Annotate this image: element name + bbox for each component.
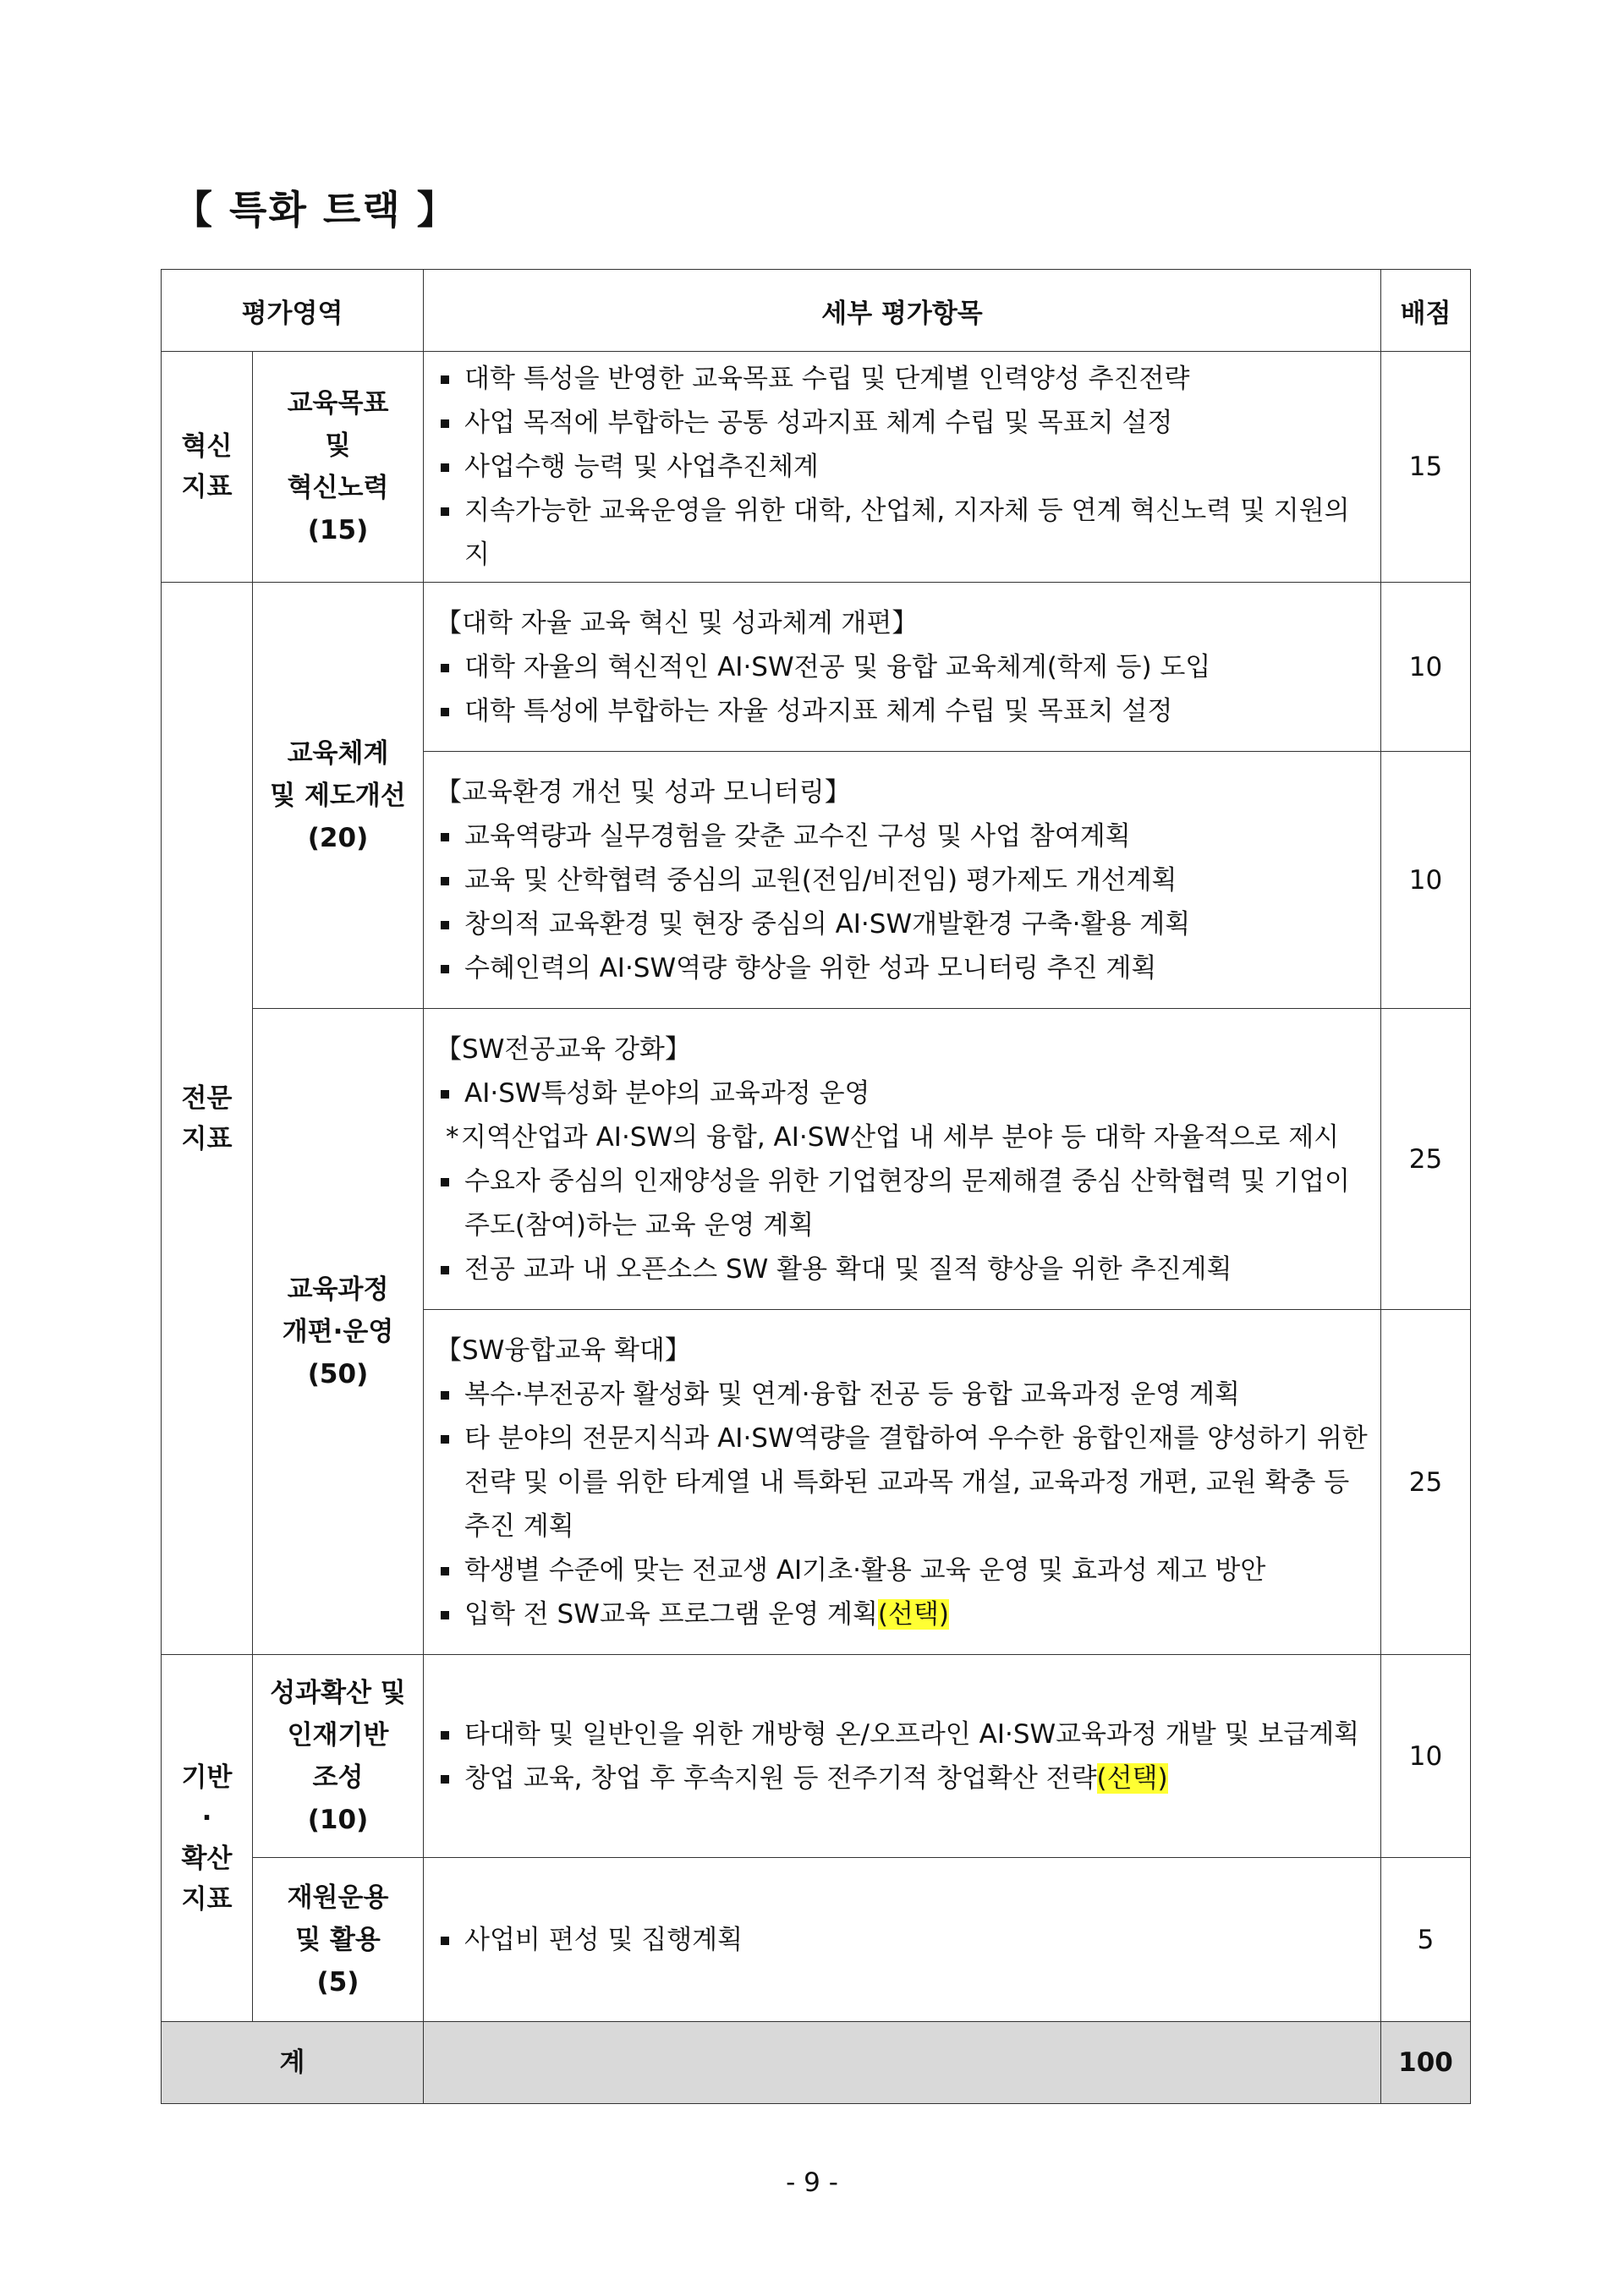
- optional-tag: (선택): [1096, 1762, 1168, 1794]
- area-system: 교육체계 및 제도개선 (20): [253, 583, 424, 1009]
- evaluation-table: [161, 269, 1471, 2104]
- list-item: 대학 특성에 부합하는 자율 성과지표 체계 수립 및 목표치 설정: [436, 689, 1370, 733]
- list-item: 사업비 편성 및 집행계획: [436, 1918, 1370, 1962]
- items-finance: [424, 1858, 1381, 2022]
- list-item: 교육역량과 실무경험을 갖춘 교수진 구성 및 사업 참여계획: [436, 814, 1370, 858]
- points-system-environment: 10: [1381, 752, 1471, 1009]
- list-item: [436, 1756, 1370, 1800]
- area-finance: 재원운용 및 활용 (5): [253, 1858, 424, 2022]
- area-spread: 성과확산 및 인재기반 조성 (10): [253, 1655, 424, 1858]
- category-expert: 전문 지표: [162, 583, 253, 1655]
- list-item: 수혜인력의 AI·SW역량 향상을 위한 성과 모니터링 추진 계획: [436, 946, 1370, 990]
- category-innovation: 혁신 지표: [162, 352, 253, 583]
- items-system-environment: [424, 752, 1381, 1009]
- foundation-spread-row: [162, 1655, 1471, 1858]
- list-item: 복수·부전공자 활성화 및 연계·융합 전공 등 융합 교육과정 운영 계획: [436, 1373, 1370, 1417]
- total-empty: [424, 2022, 1381, 2104]
- list-item: 전공 교과 내 오픈소스 SW 활용 확대 및 질적 향상을 위한 추진계획: [436, 1247, 1370, 1291]
- points-spread: 10: [1381, 1655, 1471, 1858]
- items-sw-major: [424, 1009, 1381, 1310]
- page-title: 【 특화 트랙 】: [173, 187, 458, 233]
- list-item: 지속가능한 교육운영을 위한 대학, 산업체, 지자체 등 연계 혁신노력 및 지원의지: [436, 489, 1370, 577]
- points-sw-major: 25: [1381, 1009, 1471, 1310]
- header-points: 배점: [1381, 270, 1471, 352]
- items-spread: [424, 1655, 1381, 1858]
- foundation-finance-row: [162, 1858, 1471, 2022]
- category-foundation: 기반 · 확산 지표: [162, 1655, 253, 2022]
- list-item: 대학 자율의 혁신적인 AI·SW전공 및 융합 교육체계(학제 등) 도입: [436, 645, 1370, 689]
- list-item: 타대학 및 일반인을 위한 개방형 온/오프라인 AI·SW교육과정 개발 및 보급계획: [436, 1712, 1370, 1756]
- list-item: 교육 및 산학협력 중심의 교원(전임/비전임) 평가제도 개선계획: [436, 858, 1370, 902]
- header-items: 세부 평가항목: [424, 270, 1381, 352]
- list-item: AI·SW특성화 분야의 교육과정 운영: [436, 1071, 1370, 1115]
- area-goals: 교육목표 및 혁신노력 (15): [253, 352, 424, 583]
- points-goals: 15: [1381, 352, 1471, 583]
- points-system-innovation: 10: [1381, 583, 1471, 752]
- list-item: 대학 특성을 반영한 교육목표 수립 및 단계별 인력양성 추진전략: [436, 357, 1370, 401]
- expert-system-row-1: [162, 583, 1471, 752]
- list-item: 수요자 중심의 인재양성을 위한 기업현장의 문제해결 중심 산학협력 및 기업이 주도(참여)하는 교육 운영 계획: [436, 1159, 1370, 1247]
- list-item: 사업수행 능력 및 사업추진체계: [436, 445, 1370, 489]
- list-item: 창의적 교육환경 및 현장 중심의 AI·SW개발환경 구축·활용 계획: [436, 902, 1370, 946]
- item-text: 입학 전 SW교육 프로그램 운영 계획: [464, 1598, 878, 1630]
- header-area: 평가영역: [162, 270, 424, 352]
- points-sw-convergence: 25: [1381, 1310, 1471, 1655]
- innovation-row: [162, 352, 1471, 583]
- list-item: 사업 목적에 부합하는 공통 성과지표 체계 수립 및 목표치 설정: [436, 401, 1370, 445]
- total-row: [162, 2022, 1471, 2104]
- list-item: 타 분야의 전문지식과 AI·SW역량을 결합하여 우수한 융합인재를 양성하기 위한 전략 및 이를 위한 타계열 내 특화된 교과목 개설, 교육과정 개편, 교원 확충 등 추진 계획: [436, 1417, 1370, 1548]
- area-curriculum: 교육과정 개편·운영 (50): [253, 1009, 424, 1655]
- list-item: [436, 1592, 1370, 1636]
- page-number: - 9 -: [786, 2167, 838, 2198]
- note-text: 지역산업과 AI·SW의 융합, AI·SW산업 내 세부 분야 등 대학 자율적으로 제시: [461, 1121, 1340, 1153]
- total-points: 100: [1381, 2022, 1471, 2104]
- section-title: 【SW융합교육 확대】: [436, 1334, 691, 1366]
- list-item: 학생별 수준에 맞는 전교생 AI기초·활용 교육 운영 및 효과성 제고 방안: [436, 1548, 1370, 1592]
- note-item: [436, 1115, 1370, 1159]
- items-goals: [424, 352, 1381, 583]
- items-sw-convergence: [424, 1310, 1381, 1655]
- section-title: 【SW전공교육 강화】: [436, 1033, 691, 1065]
- items-system-innovation: [424, 583, 1381, 752]
- note-mark: *: [446, 1121, 459, 1153]
- optional-tag: (선택): [877, 1598, 950, 1630]
- points-finance: 5: [1381, 1858, 1471, 2022]
- section-title: 【교육환경 개선 및 성과 모니터링】: [436, 776, 851, 808]
- expert-curriculum-row-1: [162, 1009, 1471, 1310]
- item-text: 창업 교육, 창업 후 후속지원 등 전주기적 창업확산 전략: [464, 1762, 1097, 1794]
- total-label: 계: [162, 2022, 424, 2104]
- header-row: [162, 270, 1471, 352]
- section-title: 【대학 자율 교육 혁신 및 성과체계 개편】: [436, 607, 919, 638]
